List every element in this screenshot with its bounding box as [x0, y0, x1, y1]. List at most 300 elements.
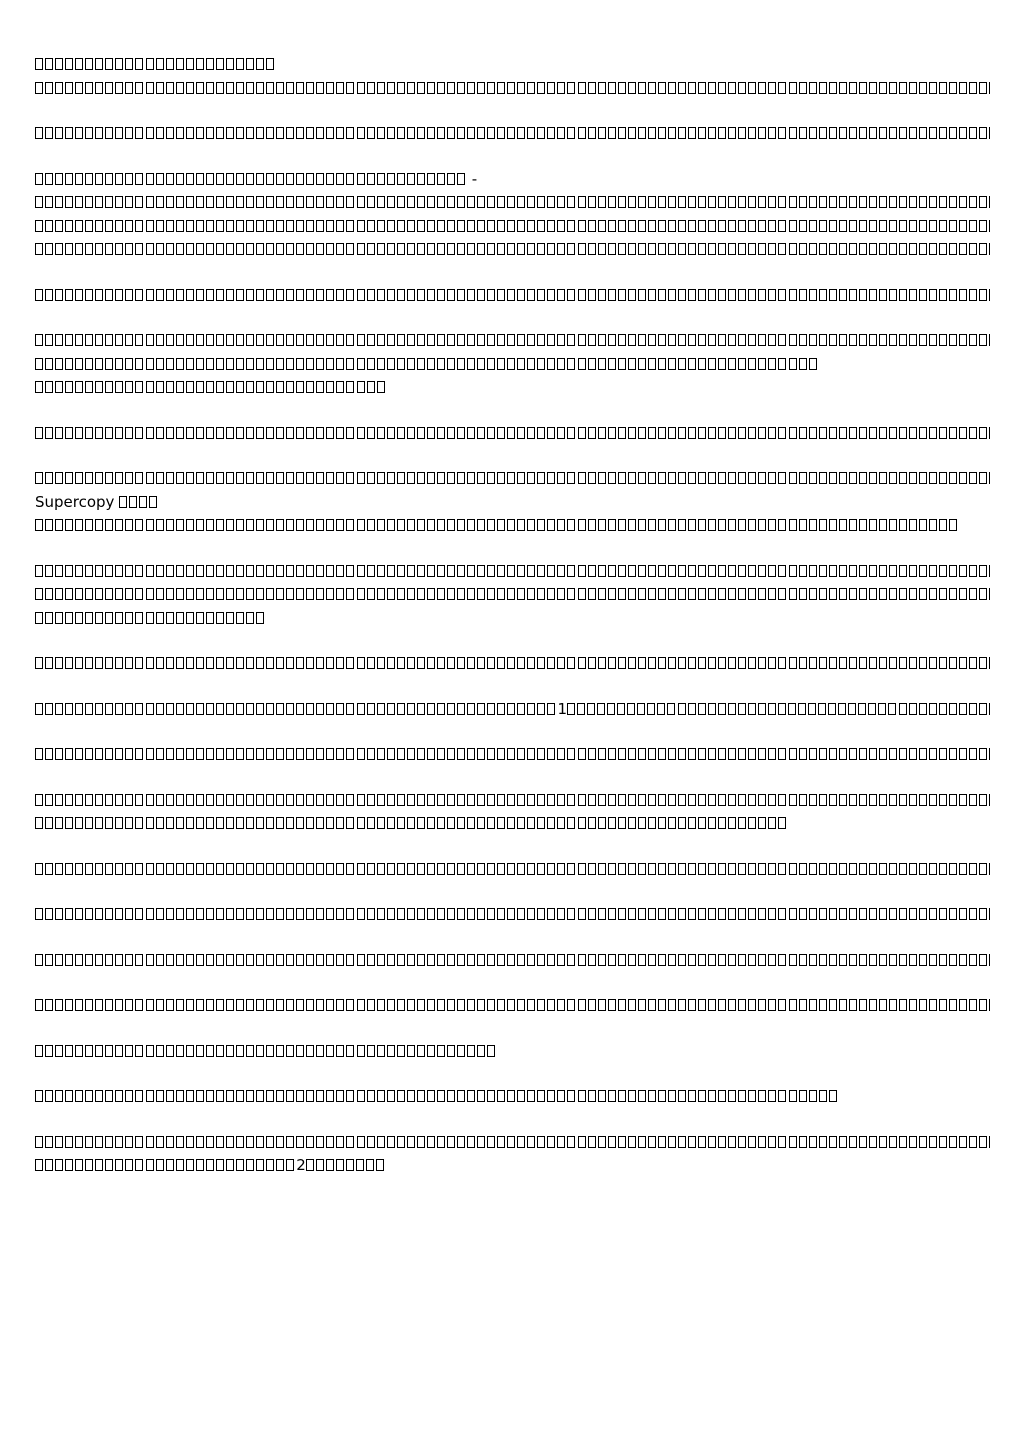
missing-glyph-box [598, 999, 606, 1011]
missing-glyph-box [326, 863, 334, 875]
missing-glyph-box [357, 427, 365, 439]
missing-glyph-box [306, 220, 314, 232]
missing-glyph-box [809, 794, 817, 806]
missing-glyph-box [778, 588, 786, 600]
missing-glyph-box [959, 794, 967, 806]
missing-glyph-box [768, 358, 776, 370]
missing-glyph-box [45, 1136, 53, 1148]
missing-glyph-box [688, 863, 696, 875]
missing-glyph-box [296, 703, 304, 715]
missing-glyph-box [728, 358, 736, 370]
missing-glyph-box [105, 220, 113, 232]
missing-glyph-box [758, 954, 766, 966]
missing-glyph-box [226, 334, 234, 346]
missing-glyph-box [246, 289, 254, 301]
missing-glyph-box [758, 748, 766, 760]
missing-glyph-box [176, 588, 184, 600]
missing-glyph-box [246, 863, 254, 875]
missing-glyph-box [115, 220, 123, 232]
missing-glyph-box [608, 817, 616, 829]
missing-glyph-box [286, 999, 294, 1011]
missing-glyph-box [809, 196, 817, 208]
paragraph [35, 858, 990, 882]
missing-glyph-box [688, 1090, 696, 1102]
missing-glyph-box [879, 220, 887, 232]
missing-glyph-box [748, 588, 756, 600]
missing-glyph-box [648, 196, 656, 208]
missing-glyph-box [196, 999, 204, 1011]
missing-glyph-box [467, 588, 475, 600]
paragraph [35, 698, 990, 722]
missing-glyph-box [798, 703, 806, 715]
missing-glyph-box [467, 748, 475, 760]
missing-glyph-box [75, 1159, 83, 1171]
missing-glyph-box [859, 334, 867, 346]
missing-glyph-box [125, 703, 133, 715]
missing-glyph-box [829, 289, 837, 301]
missing-glyph-box [738, 358, 746, 370]
missing-glyph-box [557, 863, 565, 875]
missing-glyph-box [437, 334, 445, 346]
missing-glyph-box [316, 427, 324, 439]
missing-glyph-box [246, 1045, 254, 1057]
missing-glyph-box [979, 220, 987, 232]
missing-glyph-box [758, 1136, 766, 1148]
missing-glyph-box [125, 358, 133, 370]
missing-glyph-box [688, 908, 696, 920]
missing-glyph-box [95, 220, 103, 232]
missing-glyph-box [698, 1090, 706, 1102]
missing-glyph-box [547, 82, 555, 94]
missing-glyph-box [819, 243, 827, 255]
missing-glyph-box [477, 817, 485, 829]
missing-glyph-box [226, 817, 234, 829]
missing-glyph-box [809, 220, 817, 232]
missing-glyph-box [979, 82, 987, 94]
missing-glyph-box [789, 358, 797, 370]
missing-glyph-box [929, 908, 937, 920]
missing-glyph-box [859, 519, 867, 531]
missing-glyph-box [437, 657, 445, 669]
missing-glyph-box [668, 1090, 676, 1102]
missing-glyph-box [517, 999, 525, 1011]
missing-glyph-box [989, 999, 990, 1011]
missing-glyph-box [738, 519, 746, 531]
missing-glyph-box [668, 127, 676, 139]
missing-glyph-box [618, 954, 626, 966]
missing-glyph-box [778, 196, 786, 208]
missing-glyph-box [55, 427, 63, 439]
missing-glyph-box [417, 588, 425, 600]
missing-glyph-box [638, 1090, 646, 1102]
missing-glyph-box [95, 289, 103, 301]
missing-glyph-box [477, 220, 485, 232]
missing-glyph-box [588, 220, 596, 232]
missing-glyph-box [527, 1136, 535, 1148]
missing-glyph-box [306, 381, 314, 393]
missing-glyph-box [85, 220, 93, 232]
missing-glyph-box [477, 1090, 485, 1102]
missing-glyph-box [708, 817, 716, 829]
missing-glyph-box [467, 954, 475, 966]
missing-glyph-box [226, 243, 234, 255]
missing-glyph-box [819, 427, 827, 439]
missing-glyph-box [819, 954, 827, 966]
missing-glyph-box [748, 999, 756, 1011]
missing-glyph-box [346, 565, 354, 577]
missing-glyph-box [557, 220, 565, 232]
missing-glyph-box [799, 127, 807, 139]
missing-glyph-box [989, 588, 990, 600]
missing-glyph-box [105, 565, 113, 577]
missing-glyph-box [828, 703, 836, 715]
missing-glyph-box [909, 243, 917, 255]
missing-glyph-box [547, 127, 555, 139]
missing-glyph-box [437, 588, 445, 600]
missing-glyph-box [447, 358, 455, 370]
missing-glyph-box [618, 519, 626, 531]
missing-glyph-box [899, 243, 907, 255]
missing-glyph-box [196, 127, 204, 139]
missing-glyph-box [306, 1045, 314, 1057]
missing-glyph-box [176, 794, 184, 806]
missing-glyph-box [35, 703, 43, 715]
missing-glyph-box [598, 817, 606, 829]
missing-glyph-box [648, 243, 656, 255]
missing-glyph-box [919, 794, 927, 806]
missing-glyph-box [537, 243, 545, 255]
missing-glyph-box [146, 1159, 154, 1171]
missing-glyph-box [588, 289, 596, 301]
missing-glyph-box [467, 427, 475, 439]
missing-glyph-box [125, 519, 133, 531]
missing-glyph-box [608, 196, 616, 208]
missing-glyph-box [497, 588, 505, 600]
missing-glyph-box [276, 472, 284, 484]
missing-glyph-box [437, 82, 445, 94]
missing-glyph-box [296, 427, 304, 439]
missing-glyph-box [105, 472, 113, 484]
missing-glyph-box [979, 863, 987, 875]
missing-glyph-box [286, 954, 294, 966]
missing-glyph-box [266, 817, 274, 829]
paragraph [35, 467, 990, 538]
missing-glyph-box [467, 1136, 475, 1148]
missing-glyph-box [135, 657, 143, 669]
missing-glyph-box [105, 588, 113, 600]
missing-glyph-box [799, 334, 807, 346]
missing-glyph-box [55, 1159, 63, 1171]
missing-glyph-box [959, 588, 967, 600]
missing-glyph-box [296, 472, 304, 484]
missing-glyph-box [105, 173, 113, 185]
missing-glyph-box [135, 1045, 143, 1057]
missing-glyph-box [326, 999, 334, 1011]
missing-glyph-box [206, 1136, 214, 1148]
missing-glyph-box [115, 472, 123, 484]
missing-glyph-box [618, 243, 626, 255]
missing-glyph-box [326, 519, 334, 531]
missing-glyph-box [467, 999, 475, 1011]
missing-glyph-box [226, 82, 234, 94]
missing-glyph-box [919, 954, 927, 966]
missing-glyph-box [75, 954, 83, 966]
missing-glyph-box [909, 127, 917, 139]
missing-glyph-box [517, 472, 525, 484]
missing-glyph-box [839, 220, 847, 232]
missing-glyph-box [547, 703, 555, 715]
missing-glyph-box [146, 863, 154, 875]
missing-glyph-box [889, 220, 897, 232]
missing-glyph-box [376, 1159, 384, 1171]
missing-glyph-box [688, 243, 696, 255]
missing-glyph-box [537, 954, 545, 966]
missing-glyph-box [809, 334, 817, 346]
missing-glyph-box [547, 908, 555, 920]
missing-glyph-box [35, 1136, 43, 1148]
missing-glyph-box [527, 565, 535, 577]
missing-glyph-box [598, 334, 606, 346]
missing-glyph-box [799, 289, 807, 301]
missing-glyph-box [176, 863, 184, 875]
missing-glyph-box [105, 999, 113, 1011]
missing-glyph-box [929, 427, 937, 439]
missing-glyph-box [407, 863, 415, 875]
missing-glyph-box [156, 381, 164, 393]
missing-glyph-box [45, 519, 53, 531]
missing-glyph-box [95, 472, 103, 484]
missing-glyph-box [648, 427, 656, 439]
missing-glyph-box [387, 588, 395, 600]
missing-glyph-box [959, 999, 967, 1011]
missing-glyph-box [216, 82, 224, 94]
missing-glyph-box [75, 82, 83, 94]
missing-glyph-box [346, 427, 354, 439]
missing-glyph-box [316, 954, 324, 966]
missing-glyph-box [367, 954, 375, 966]
missing-glyph-box [728, 289, 736, 301]
missing-glyph-box [748, 657, 756, 669]
missing-glyph-box [889, 657, 897, 669]
missing-glyph-box [708, 472, 716, 484]
missing-glyph-box [246, 196, 254, 208]
missing-glyph-box [678, 794, 686, 806]
missing-glyph-box [658, 220, 666, 232]
missing-glyph-box [377, 1045, 385, 1057]
missing-glyph-box [608, 1090, 616, 1102]
missing-glyph-box [407, 657, 415, 669]
missing-glyph-box [407, 127, 415, 139]
missing-glyph-box [357, 954, 365, 966]
missing-glyph-box [156, 519, 164, 531]
missing-glyph-box [859, 1136, 867, 1148]
missing-glyph-box [487, 703, 495, 715]
missing-glyph-box [326, 358, 334, 370]
missing-glyph-box [115, 1136, 123, 1148]
missing-glyph-box [839, 565, 847, 577]
missing-glyph-box [989, 748, 990, 760]
missing-glyph-box [939, 703, 947, 715]
missing-glyph-box [598, 748, 606, 760]
missing-glyph-box [668, 908, 676, 920]
missing-glyph-box [487, 657, 495, 669]
missing-glyph-box [196, 657, 204, 669]
missing-glyph-box [65, 588, 73, 600]
missing-glyph-box [949, 863, 957, 875]
missing-glyph-box [839, 289, 847, 301]
missing-glyph-box [768, 472, 776, 484]
missing-glyph-box [156, 127, 164, 139]
missing-glyph-box [286, 657, 294, 669]
missing-glyph-box [346, 999, 354, 1011]
missing-glyph-box [909, 334, 917, 346]
missing-glyph-box [618, 657, 626, 669]
missing-glyph-box [65, 794, 73, 806]
missing-glyph-box [346, 1090, 354, 1102]
missing-glyph-box [838, 703, 846, 715]
missing-glyph-box [346, 334, 354, 346]
missing-glyph-box [818, 703, 826, 715]
missing-glyph-box [266, 657, 274, 669]
missing-glyph-box [949, 334, 957, 346]
missing-glyph-box [738, 863, 746, 875]
missing-glyph-box [316, 220, 324, 232]
missing-glyph-box [768, 863, 776, 875]
missing-glyph-box [357, 358, 365, 370]
missing-glyph-box [437, 127, 445, 139]
missing-glyph-box [45, 243, 53, 255]
missing-glyph-box [95, 794, 103, 806]
missing-glyph-box [45, 381, 53, 393]
missing-glyph-box [467, 908, 475, 920]
missing-glyph-box [85, 657, 93, 669]
missing-glyph-box [115, 1159, 123, 1171]
missing-glyph-box [899, 427, 907, 439]
missing-glyph-box [447, 1090, 455, 1102]
missing-glyph-box [226, 657, 234, 669]
missing-glyph-box [658, 196, 666, 208]
missing-glyph-box [557, 588, 565, 600]
missing-glyph-box [125, 908, 133, 920]
missing-glyph-box [206, 954, 214, 966]
missing-glyph-box [256, 243, 264, 255]
missing-glyph-box [557, 427, 565, 439]
missing-glyph-box [758, 565, 766, 577]
missing-glyph-box [738, 657, 746, 669]
missing-glyph-box [497, 794, 505, 806]
missing-glyph-box [256, 954, 264, 966]
missing-glyph-box [336, 243, 344, 255]
missing-glyph-box [216, 519, 224, 531]
missing-glyph-box [638, 954, 646, 966]
missing-glyph-box [628, 588, 636, 600]
missing-glyph-box [668, 748, 676, 760]
missing-glyph-box [598, 794, 606, 806]
missing-glyph-box [457, 334, 465, 346]
missing-glyph-box [949, 472, 957, 484]
missing-glyph-box [909, 289, 917, 301]
missing-glyph-box [176, 817, 184, 829]
missing-glyph-box [296, 999, 304, 1011]
missing-glyph-box [648, 863, 656, 875]
missing-glyph-box [527, 999, 535, 1011]
missing-glyph-box [588, 748, 596, 760]
missing-glyph-box [698, 196, 706, 208]
missing-glyph-box [849, 220, 857, 232]
missing-glyph-box [206, 703, 214, 715]
missing-glyph-box [196, 565, 204, 577]
missing-glyph-box [346, 173, 354, 185]
missing-glyph-box [135, 58, 143, 70]
missing-glyph-box [35, 612, 43, 624]
missing-glyph-box [35, 1045, 43, 1057]
missing-glyph-box [346, 794, 354, 806]
missing-glyph-box [166, 173, 174, 185]
missing-glyph-box [216, 703, 224, 715]
missing-glyph-box [778, 243, 786, 255]
missing-glyph-box [306, 908, 314, 920]
missing-glyph-box [929, 794, 937, 806]
missing-glyph-box [166, 472, 174, 484]
missing-glyph-box [377, 908, 385, 920]
missing-glyph-box [346, 588, 354, 600]
missing-glyph-box [859, 220, 867, 232]
missing-glyph-box [115, 82, 123, 94]
missing-glyph-box [507, 127, 515, 139]
missing-glyph-box [658, 1136, 666, 1148]
missing-glyph-box [799, 358, 807, 370]
missing-glyph-box [437, 243, 445, 255]
missing-glyph-box [196, 612, 204, 624]
missing-glyph-box [638, 999, 646, 1011]
missing-glyph-box [919, 908, 927, 920]
missing-glyph-box [286, 381, 294, 393]
missing-glyph-box [678, 565, 686, 577]
missing-glyph-box [196, 243, 204, 255]
missing-glyph-box [437, 748, 445, 760]
missing-glyph-box [829, 565, 837, 577]
missing-glyph-box [698, 588, 706, 600]
missing-glyph-box [497, 657, 505, 669]
missing-glyph-box [437, 472, 445, 484]
missing-glyph-box [407, 1045, 415, 1057]
missing-glyph-box [85, 519, 93, 531]
missing-glyph-box [969, 999, 977, 1011]
missing-glyph-box [638, 82, 646, 94]
missing-glyph-box [276, 381, 284, 393]
missing-glyph-box [357, 657, 365, 669]
missing-glyph-box [959, 703, 967, 715]
missing-glyph-box [447, 82, 455, 94]
missing-glyph-box [809, 588, 817, 600]
missing-glyph-box [206, 82, 214, 94]
missing-glyph-box [758, 196, 766, 208]
missing-glyph-box [387, 220, 395, 232]
missing-glyph-box [768, 82, 776, 94]
missing-glyph-box [166, 565, 174, 577]
missing-glyph-box [467, 243, 475, 255]
missing-glyph-box [859, 82, 867, 94]
missing-glyph-box [236, 1045, 244, 1057]
missing-glyph-box [809, 519, 817, 531]
missing-glyph-box [146, 196, 154, 208]
missing-glyph-box [849, 427, 857, 439]
missing-glyph-box [688, 565, 696, 577]
missing-glyph-box [889, 334, 897, 346]
missing-glyph-box [718, 999, 726, 1011]
missing-glyph-box [939, 657, 947, 669]
missing-glyph-box [65, 427, 73, 439]
